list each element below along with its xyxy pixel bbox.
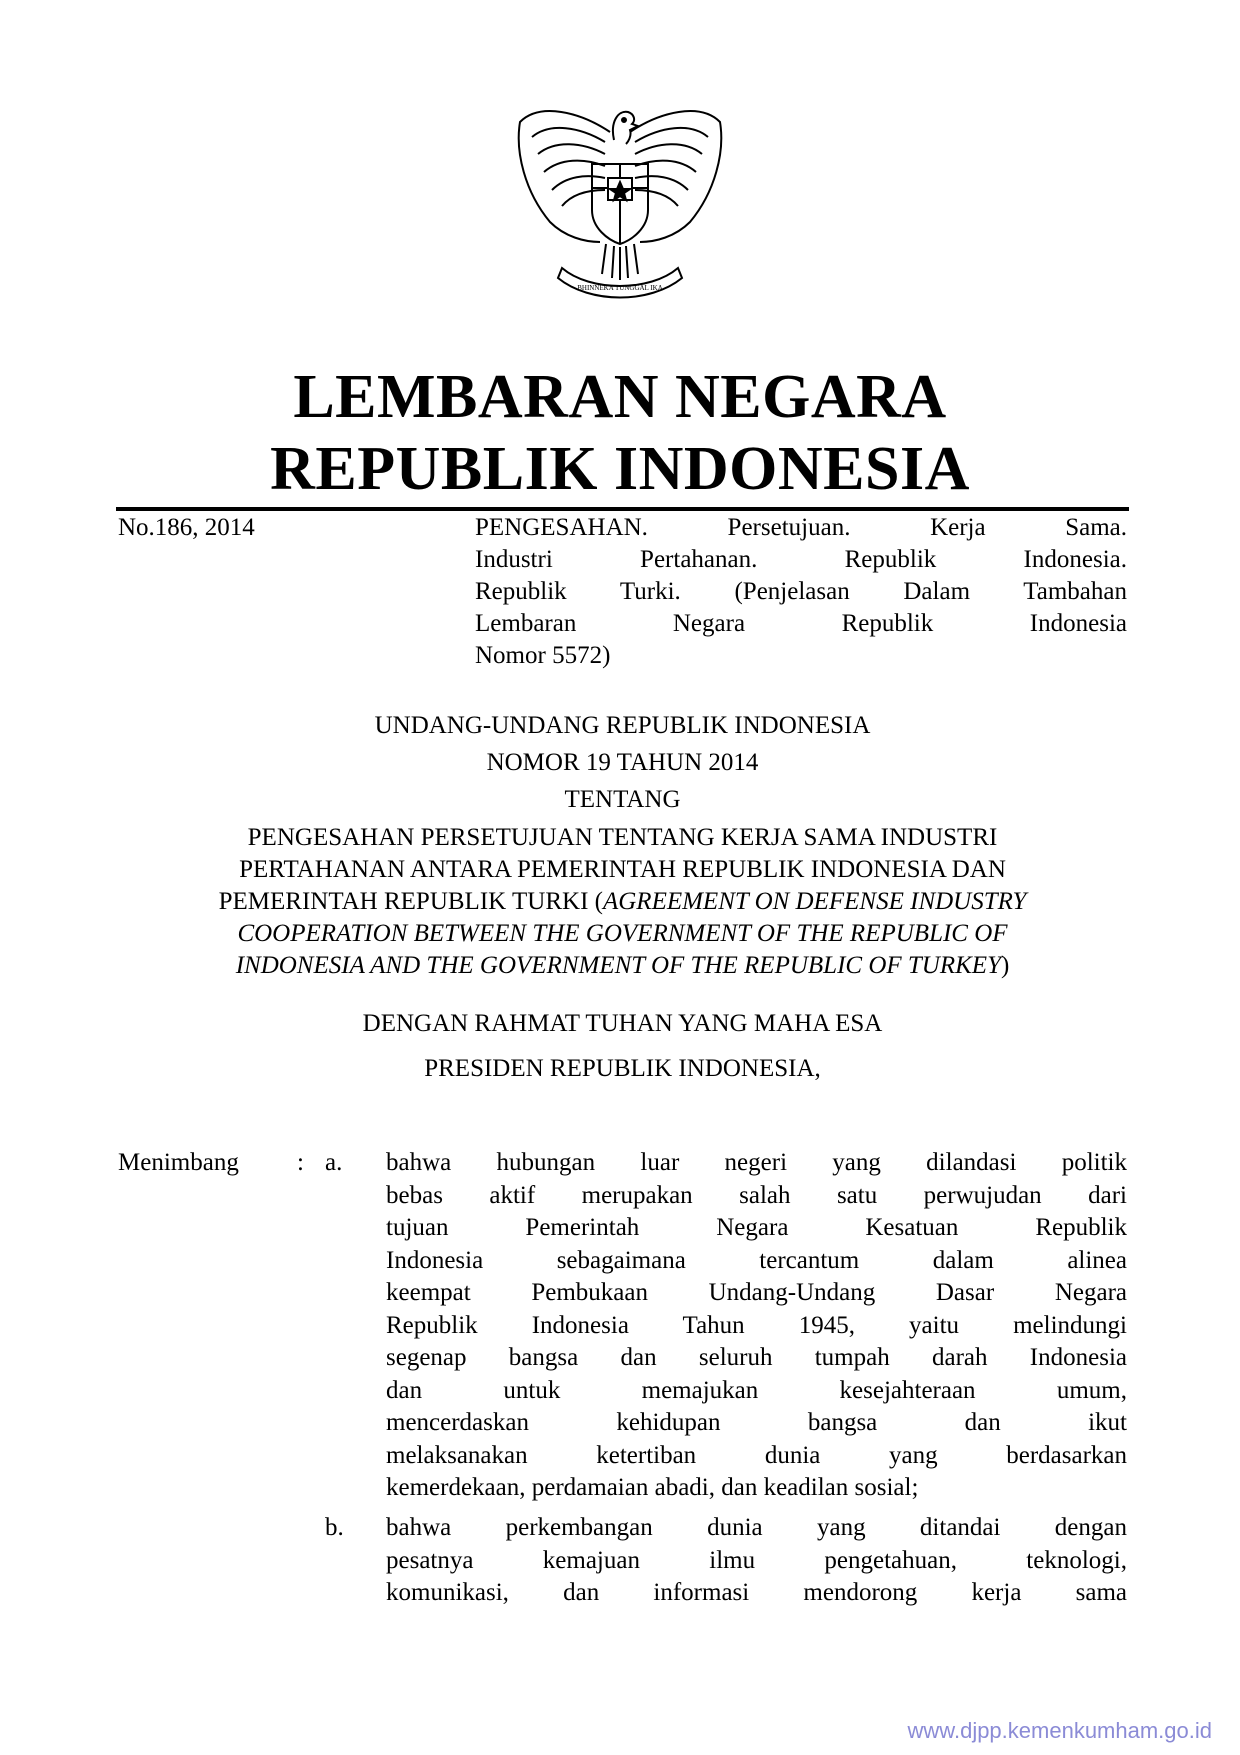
subject-line (116, 886, 1129, 918)
subject-line: PERTAHANAN ANTARA PEMERINTAH REPUBLIK INDONESIA DAN (239, 856, 1006, 883)
item-line: keempat Pembukaan Undang-Undang Dasar Negara (386, 1279, 1127, 1306)
menimbang-colon: : (297, 1149, 304, 1176)
item-line: bebas aktif merupakan salah satu perwujudan dari (386, 1181, 1127, 1209)
subject-suffix: ) (1000, 952, 1010, 979)
item-line: segenap bangsa dan seluruh tumpah darah Indonesia (386, 1344, 1127, 1371)
summary-line: PENGESAHAN. Persetujuan. Kerja Sama. (475, 514, 1127, 541)
law-subject (116, 822, 1129, 982)
item-line: bahwa hubungan luar negeri yang dilandasi politik (386, 1149, 1127, 1176)
subject-english-line: COOPERATION BETWEEN THE GOVERNMENT OF THE REPUBLIC OF (237, 920, 1008, 947)
item-line: melaksanakan ketertiban dunia yang berdasarkan (386, 1441, 1127, 1469)
emblem-motto: BHINNEKA TUNGGAL IKA (577, 284, 663, 292)
item-line: pesatnya kemajuan ilmu pengetahuan, teknologi, (386, 1546, 1127, 1574)
law-heading: UNDANG-UNDANG REPUBLIK INDONESIA (374, 712, 871, 739)
item-letter-a: a. (325, 1149, 343, 1176)
garuda-pancasila-emblem-icon (510, 92, 730, 312)
gazette-number: No.186, 2014 (118, 514, 255, 541)
gazette-summary (475, 512, 1127, 672)
source-url-link[interactable]: www.djpp.kemenkumham.go.id (907, 1718, 1212, 1743)
law-tentang: TENTANG (564, 786, 681, 813)
blessing: DENGAN RAHMAT TUHAN YANG MAHA ESA (362, 1010, 883, 1037)
summary-line: Nomor 5572) (475, 642, 611, 669)
menimbang-label: Menimbang (118, 1149, 239, 1176)
subject-english: AGREEMENT ON DEFENSE INDUSTRY (602, 888, 1027, 915)
item-letter-b: b. (325, 1514, 344, 1541)
subject-prefix: PEMERINTAH REPUBLIK TURKI ( (218, 888, 603, 915)
summary-line: Lembaran Negara Republik Indonesia (475, 610, 1127, 637)
item-text-b (386, 1512, 1127, 1610)
item-line: dan untuk memajukan kesejahteraan umum, (386, 1376, 1127, 1404)
item-line: komunikasi, dan informasi mendorong kerja sama (386, 1579, 1127, 1606)
item-line: mencerdaskan kehidupan bangsa dan ikut (386, 1409, 1127, 1436)
item-text-a (386, 1147, 1127, 1505)
item-line: kemerdekaan, perdamaian abadi, dan keadilan sosial; (386, 1474, 919, 1501)
president-heading: PRESIDEN REPUBLIK INDONESIA, (424, 1055, 821, 1082)
item-line: Indonesia sebagaimana tercantum dalam alinea (386, 1246, 1127, 1274)
item-line: bahwa perkembangan dunia yang ditandai dengan (386, 1514, 1127, 1541)
header-divider (116, 507, 1129, 511)
subject-line (116, 950, 1129, 982)
law-number: NOMOR 19 TAHUN 2014 (486, 749, 759, 776)
summary-line: Republik Turki. (Penjelasan Dalam Tambahan (475, 578, 1127, 605)
summary-line: Industri Pertahanan. Republik Indonesia. (475, 546, 1127, 573)
subject-line: PENGESAHAN PERSETUJUAN TENTANG KERJA SAMA INDUSTRI (247, 824, 998, 851)
gazette-title-line1: LEMBARAN NEGARA (293, 363, 947, 431)
item-line: Republik Indonesia Tahun 1945, yaitu melindungi (386, 1311, 1127, 1339)
item-line: tujuan Pemerintah Negara Kesatuan Republik (386, 1214, 1127, 1241)
subject-english: INDONESIA AND THE GOVERNMENT OF THE REPUBLIC OF TURKEY (235, 952, 1001, 979)
gazette-title-line2: REPUBLIK INDONESIA (270, 435, 970, 503)
